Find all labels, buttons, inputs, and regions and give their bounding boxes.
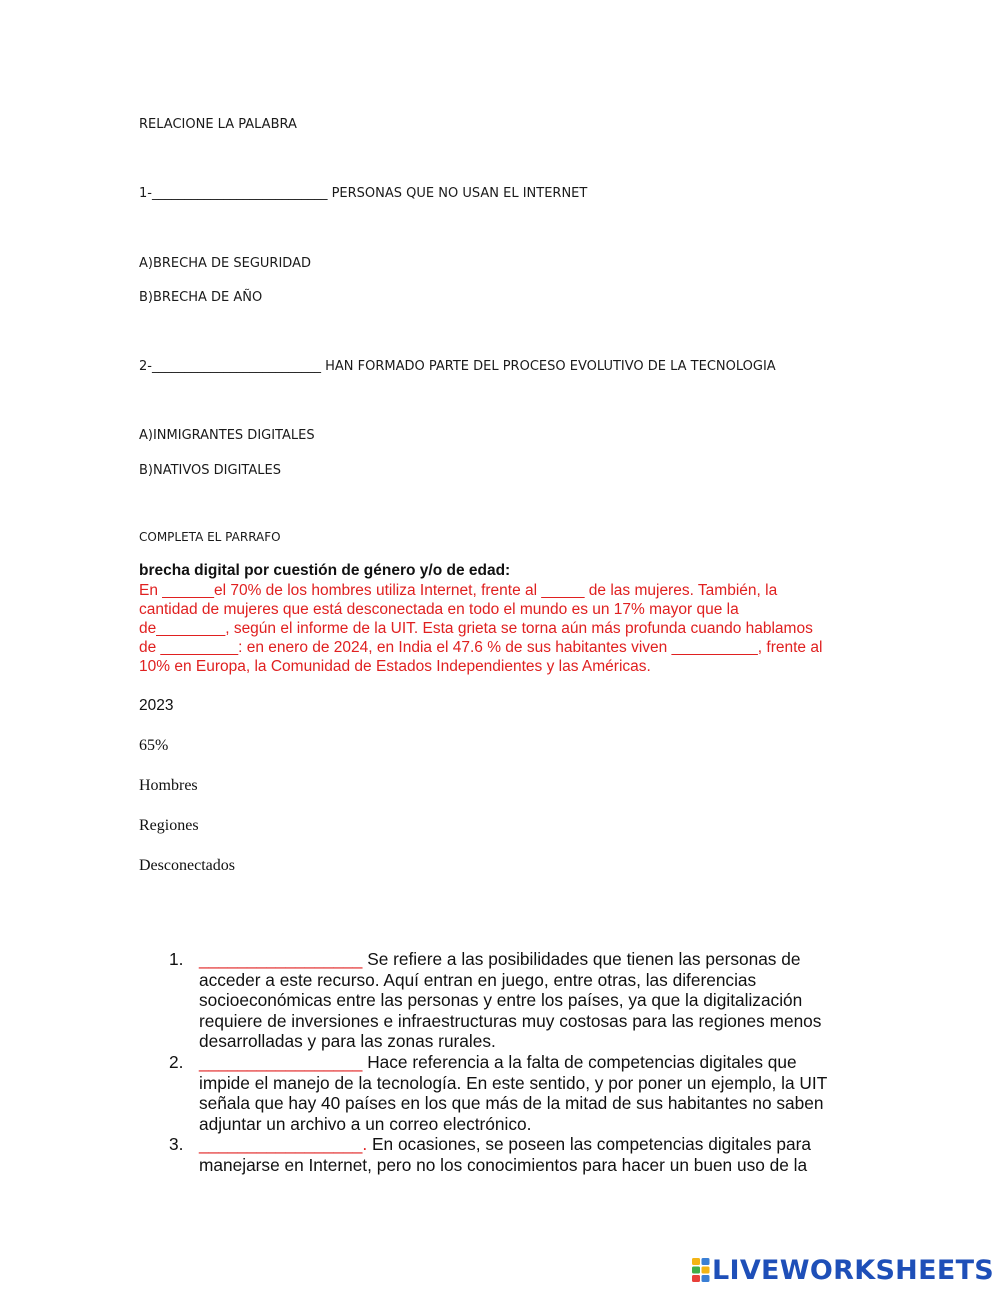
item-text: Se refiere a las posibilidades que tienen las personas de acceder a este recurso. Aquí entran en juego, entre otras, las diferencias socioeconómicas entre las personas y entre los países, ya que la digitalización requiere de inversiones e infraestructuras muy costosas para las regiones menos desarrolladas y para las zonas rurales. xyxy=(199,949,822,1052)
liveworksheets-logo xyxy=(692,1252,994,1288)
item-number: 2. xyxy=(169,1051,184,1072)
question-1-prompt: 1-___________________________ PERSONAS QUE NO USAN EL INTERNET xyxy=(139,186,588,201)
paragraph-line: cantidad de mujeres que está desconectada en todo el mundo es un 17% mayor que la xyxy=(139,601,739,618)
question-1-option-b: B)BRECHA DE AÑO xyxy=(139,290,263,305)
heading-relacione: RELACIONE LA PALABRA xyxy=(139,117,297,132)
word-bank-item: Hombres xyxy=(139,777,198,794)
answer-blank: _________________. xyxy=(199,1134,368,1155)
logo-text: LIVEWORKSHEETS xyxy=(712,1254,995,1286)
answer-blank: _________________ xyxy=(199,1051,363,1072)
item-text: Hace referencia a la falta de competencias digitales que impide el manejo de la tecnología. En este sentido, y por poner un ejemplo, la UIT señala que hay 40 países en los que más de la mitad de sus habitantes no saben adjuntar un archivo a un correo electrónico. xyxy=(199,1051,827,1134)
list-item xyxy=(139,1134,839,1175)
question-1-option-a: A)BRECHA DE SEGURIDAD xyxy=(139,256,311,271)
item-number: 1. xyxy=(169,949,184,969)
numbered-list xyxy=(139,949,839,1176)
word-bank-item: 2023 xyxy=(139,697,174,714)
question-2-option-b: B)NATIVOS DIGITALES xyxy=(139,463,281,478)
word-bank-item: Desconectados xyxy=(139,857,235,874)
word-bank-item: 65% xyxy=(139,737,169,754)
item-number: 3. xyxy=(169,1134,184,1155)
list-item xyxy=(139,949,839,1052)
paragraph-line: 10% en Europa, la Comunidad de Estados Independientes y las Américas. xyxy=(139,658,651,675)
paragraph-title: brecha digital por cuestión de género y/o de edad: xyxy=(139,562,511,579)
item-text: En ocasiones, se poseen las competencias digitales para manejarse en Internet, pero no los conocimientos para hacer un buen uso de la xyxy=(199,1134,812,1175)
complete-heading: COMPLETA EL PARRAFO xyxy=(139,530,281,544)
question-2-option-a: A)INMIGRANTES DIGITALES xyxy=(139,428,315,443)
question-2-prompt: 2-__________________________ HAN FORMADO PARTE DEL PROCESO EVOLUTIVO DE LA TECNOLOGIA xyxy=(139,359,776,374)
liveworksheets-logo-icon xyxy=(692,1258,710,1282)
word-bank-item: Regiones xyxy=(139,817,199,834)
answer-blank: _________________ xyxy=(199,949,363,969)
paragraph-line: de________, según el informe de la UIT. Esta grieta se torna aún más profunda cuando hablamos xyxy=(139,620,813,637)
paragraph-line: de _________: en enero de 2024, en India el 47.6 % de sus habitantes viven __________, frente al xyxy=(139,639,823,656)
paragraph-line: En ______el 70% de los hombres utiliza Internet, frente al _____ de las mujeres. También, la xyxy=(139,582,778,599)
list-item xyxy=(139,1052,839,1134)
